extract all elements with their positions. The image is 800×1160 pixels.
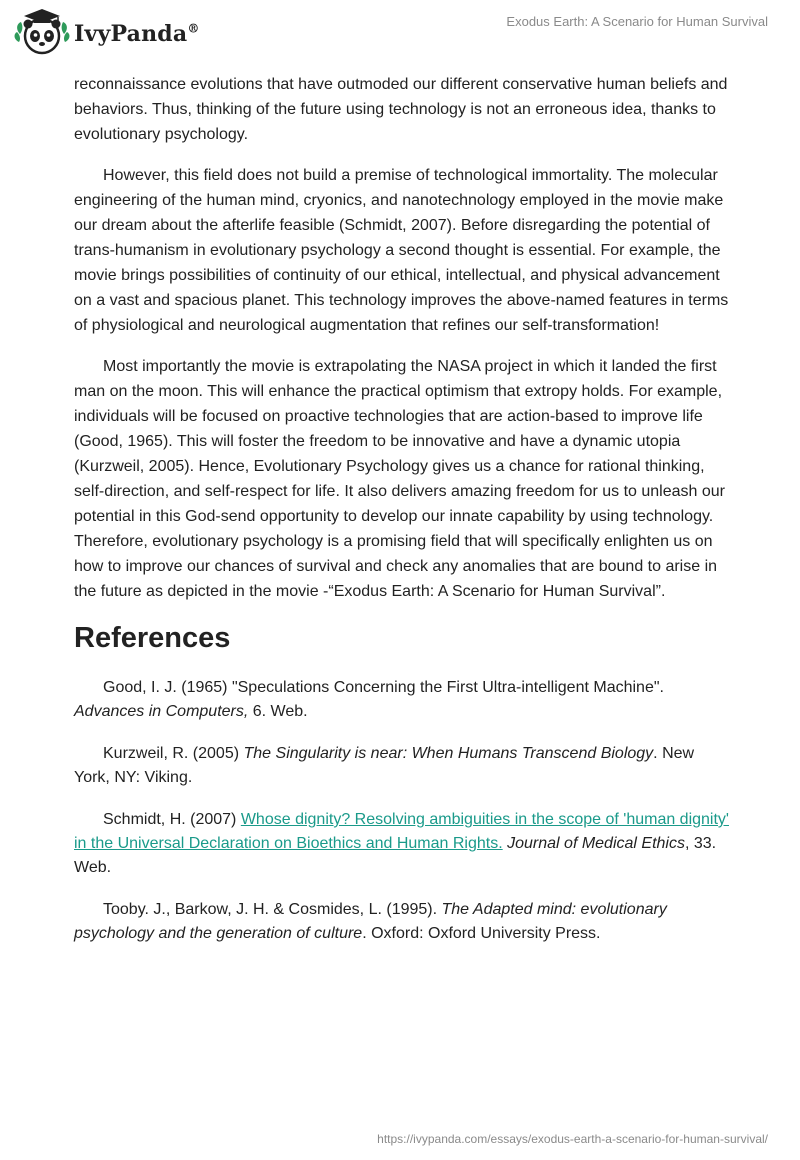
reference-item	[74, 808, 730, 880]
footer-url[interactable]: https://ivypanda.com/essays/exodus-earth-a-scenario-for-human-survival/	[377, 1132, 768, 1146]
references-heading: References	[74, 622, 231, 654]
reference-suffix: , 33. Web.	[74, 835, 717, 876]
panda-graduate-icon	[14, 6, 70, 58]
reference-text: Tooby. J., Barkow, J. H. & Cosmides, L. (1995).	[103, 901, 442, 918]
reference-source: The Adapted mind: evolutionary psychology and the generation of culture	[74, 901, 667, 942]
logo-text: IvyPanda	[74, 21, 188, 47]
essay-content	[74, 72, 730, 964]
logo-registered-mark: ®	[187, 21, 200, 36]
reference-source: The Singularity is near: When Humans Transcend Biology	[243, 745, 654, 762]
reference-item	[74, 898, 730, 946]
reference-item	[74, 742, 730, 790]
body-paragraph: However, this field does not build a premise of technological immortality. The molecular engineering of the human mind, cryonics, and nanotechnology employed in the movie make our dream about the afterlife feasible (Schmidt, 2007). Before disregarding the potential of trans-humanism in evolutionary psychology a second thought is essential. For example, the movie brings possibilities of continuity of our ethical, intellectual, and physical advancement on a vast and spacious planet. This technology improves the above-named features in terms of physiological and neurological augmentation that refines our self-transformation!	[74, 167, 729, 334]
reference-suffix: . Oxford: Oxford University Press.	[362, 925, 601, 942]
logo-wordmark	[74, 21, 200, 47]
body-paragraph: Most importantly the movie is extrapolating the NASA project in which it landed the first man on the moon. This will enhance the practical optimism that extropy holds. For example, individuals will be focused on proactive technologies that are action-based to improve life (Good, 1965). This will foster the freedom to be innovative and have a dynamic utopia (Kurzweil, 2005). Hence, Evolutionary Psychology gives us a chance for rational thinking, self-direction, and self-respect for life. It also delivers amazing freedom for us to unleash our potential in this God-send opportunity to develop our innate capability by using technology. Therefore, evolutionary psychology is a promising field that will specifically enlighten us on how to improve our chances of survival and check any anomalies that are bound to arise in the future as depicted in the movie -“Exodus Earth: A Scenario for Human Survival”.	[74, 358, 725, 600]
reference-link[interactable]: Whose dignity? Resolving ambiguities in the scope of 'human dignity' in the Universal Declaration on Bioethics and Human Rights.	[74, 811, 729, 852]
reference-suffix: . New York, NY: Viking.	[74, 745, 695, 786]
reference-item	[74, 676, 730, 724]
document-title: Exodus Earth: A Scenario for Human Survival	[506, 14, 768, 29]
reference-suffix: 6. Web.	[248, 703, 308, 720]
ivypanda-logo[interactable]	[14, 6, 200, 58]
reference-source: Advances in Computers,	[74, 703, 249, 720]
reference-text: Good, I. J. (1965) "Speculations Concerning the First Ultra-intelligent Machine".	[103, 679, 664, 696]
body-paragraph: reconnaissance evolutions that have outmoded our different conservative human beliefs and behaviors. Thus, thinking of the future using technology is not an erroneous idea, thanks to evolutionary psychology.	[74, 76, 728, 143]
reference-text: Kurzweil, R. (2005)	[103, 745, 244, 762]
reference-text: Schmidt, H. (2007)	[103, 811, 241, 828]
reference-source: Journal of Medical Ethics	[502, 835, 685, 852]
page-header	[0, 0, 800, 70]
